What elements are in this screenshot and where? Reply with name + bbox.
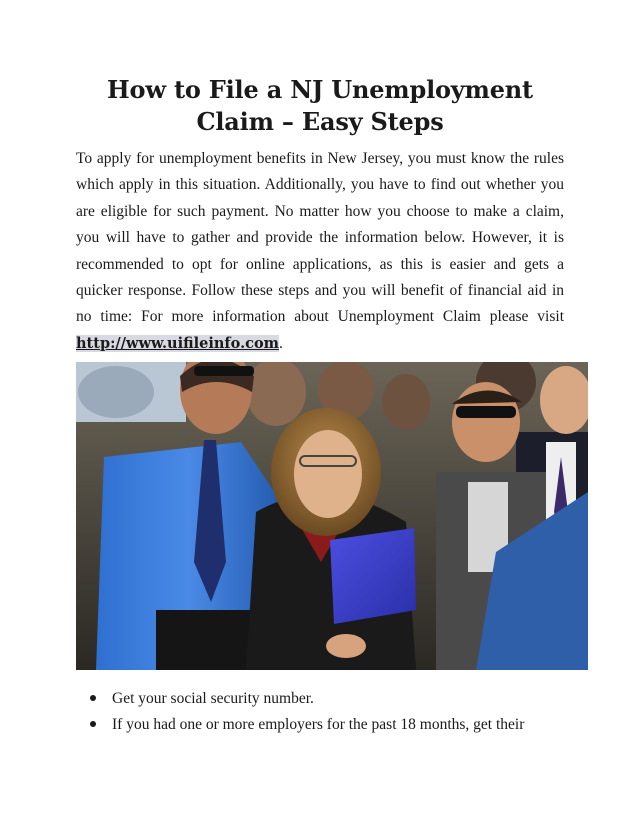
steps-list	[76, 686, 564, 739]
intro-text: To apply for unemployment benefits in New Jersey, you must know the rules which apply in this situation. Additionally, you have to find out whether you are eligible for such payment. No matter how you choose to make a claim, you will have to gather and provide the information below. However, it is recommended to opt for online applications, as this is easier and gets a quicker response. Follow these steps and you will benefit of financial aid in no time: For more information about Unemployment Claim please visit	[76, 150, 564, 326]
list-item	[76, 712, 564, 738]
bullet-icon	[90, 721, 96, 727]
intro-paragraph	[76, 146, 564, 357]
list-item	[76, 686, 564, 712]
intro-trailing-period: .	[278, 334, 283, 352]
list-item-text: If you had one or more employers for the past 18 months, get their	[112, 716, 525, 734]
crowd-photo	[76, 362, 588, 670]
uifileinfo-link[interactable]: http://www.uifileinfo.com	[76, 334, 279, 352]
page-title: How to File a NJ Unemployment Claim – Easy Steps	[107, 75, 533, 136]
list-item-text: Get your social security number.	[112, 690, 314, 707]
bullet-icon	[90, 695, 96, 701]
